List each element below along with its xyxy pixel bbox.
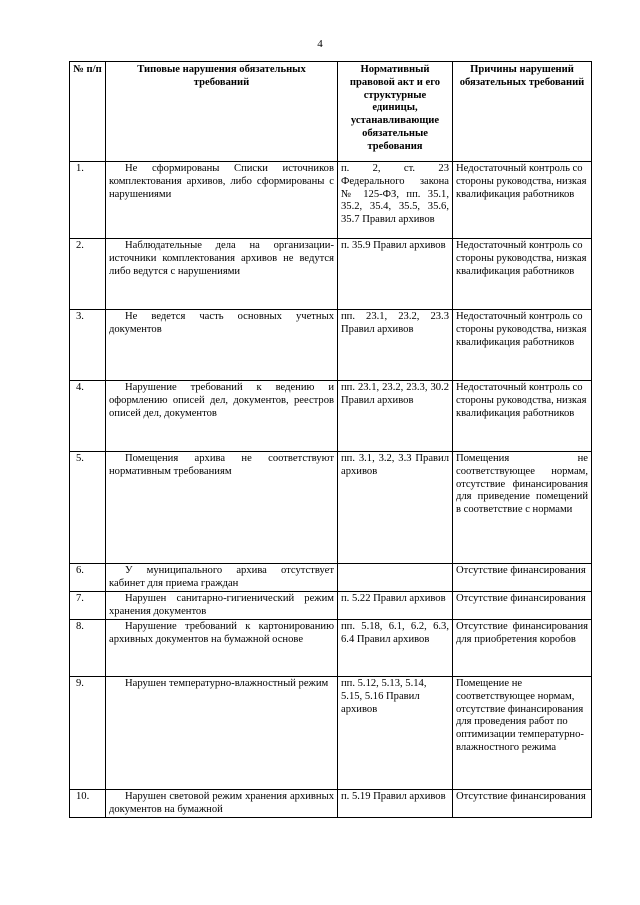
row-act: п. 5.19 Правил архивов [338, 790, 453, 818]
page-number: 4 [317, 38, 323, 50]
table-row [70, 239, 592, 310]
row-reason: Отсутствие финансирования для приобретения коробов [453, 620, 592, 677]
row-act: пп. 3.1, 3.2, 3.3 Правил архивов [338, 452, 453, 564]
table-header-row [70, 62, 592, 162]
row-act: п. 2, ст. 23 Федерального закона № 125-ФЗ, пп. 35.1, 35.2, 35.4, 35.5, 35.6, 35.7 Правил архивов [338, 162, 453, 239]
row-act [338, 564, 453, 592]
table-row [70, 564, 592, 592]
row-num: 2. [70, 239, 106, 310]
row-num: 1. [70, 162, 106, 239]
row-violation: Наблюдательные дела на организации-источники комплектования архивов не ведутся либо ведутся с нарушениями [106, 239, 338, 310]
row-num: 8. [70, 620, 106, 677]
row-violation: Нарушение требований к ведению и оформлению описей дел, документов, реестров описей дел, документов [106, 381, 338, 452]
row-num: 7. [70, 592, 106, 620]
row-reason: Отсутствие финансирования [453, 790, 592, 818]
row-reason: Помещения не соответствующее нормам, отсутствие финансирования для приведение помещений в соответствие с нормами [453, 452, 592, 564]
row-reason: Недостаточный контроль со стороны руководства, низкая квалификация работников [453, 381, 592, 452]
header-act: Нормативный правовой акт и его структурные единицы, устанавливающие обязательные требования [338, 62, 453, 162]
table-row [70, 381, 592, 452]
row-num: 3. [70, 310, 106, 381]
row-violation: Не ведется часть основных учетных документов [106, 310, 338, 381]
violations-table [69, 61, 592, 818]
row-act: пп. 5.12, 5.13, 5.14, 5.15, 5.16 Правил архивов [338, 677, 453, 790]
row-reason: Помещение не соответствующее нормам, отсутствие финансирования для проведения работ по оптимизации температурно-влажностного режима [453, 677, 592, 790]
table-row [70, 592, 592, 620]
table-row [70, 620, 592, 677]
row-num: 6. [70, 564, 106, 592]
header-violation: Типовые нарушения обязательных требований [106, 62, 338, 162]
row-reason: Отсутствие финансирования [453, 564, 592, 592]
row-act: п. 5.22 Правил архивов [338, 592, 453, 620]
row-act: п. 35.9 Правил архивов [338, 239, 453, 310]
row-num: 10. [70, 790, 106, 818]
header-reason: Причины нарушений обязательных требований [453, 62, 592, 162]
row-act: пп. 5.18, 6.1, 6.2, 6.3, 6.4 Правил архивов [338, 620, 453, 677]
table-row [70, 310, 592, 381]
header-num: № п/п [70, 62, 106, 162]
row-num: 9. [70, 677, 106, 790]
row-act: пп. 23.1, 23.2, 23.3 Правил архивов [338, 310, 453, 381]
row-act: пп. 23.1, 23.2, 23.3, 30.2 Правил архивов [338, 381, 453, 452]
row-violation: У муниципального архива отсутствует кабинет для приема граждан [106, 564, 338, 592]
table-row [70, 790, 592, 818]
row-num: 4. [70, 381, 106, 452]
table-row [70, 162, 592, 239]
row-violation: Нарушен световой режим хранения архивных документов на бумажной [106, 790, 338, 818]
row-violation: Помещения архива не соответствуют нормативным требованиям [106, 452, 338, 564]
row-num: 5. [70, 452, 106, 564]
row-reason: Отсутствие финансирования [453, 592, 592, 620]
row-violation: Нарушен температурно-влажностный режим [106, 677, 338, 790]
row-reason: Недостаточный контроль со стороны руководства, низкая квалификация работников [453, 310, 592, 381]
row-violation: Не сформированы Списки источников комплектования архивов, либо сформированы с нарушениями [106, 162, 338, 239]
row-violation: Нарушен санитарно-гигиенический режим хранения документов [106, 592, 338, 620]
table-row [70, 452, 592, 564]
table-row [70, 677, 592, 790]
row-reason: Недостаточный контроль со стороны руководства, низкая квалификация работников [453, 239, 592, 310]
row-reason: Недостаточный контроль со стороны руководства, низкая квалификация работников [453, 162, 592, 239]
row-violation: Нарушение требований к картонированию архивных документов на бумажной основе [106, 620, 338, 677]
